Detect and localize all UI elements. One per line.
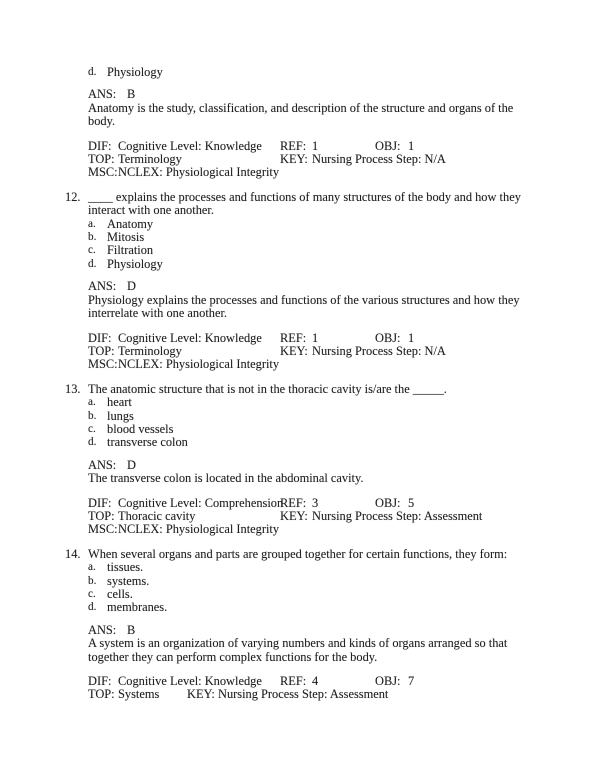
meta-block: [88, 497, 550, 537]
dif-label: DIF:: [88, 138, 112, 153]
key-value: Nursing Process Step: N/A: [312, 343, 446, 358]
answer-line: [88, 624, 550, 637]
option-text: Mitosis: [107, 230, 145, 245]
question-number: 13.: [65, 381, 81, 396]
question-line: [65, 189, 550, 204]
explanation-line: interrelate with one another.: [88, 306, 227, 321]
msc-value: NCLEX: Physiological Integrity: [118, 165, 280, 180]
question-number: 12.: [65, 189, 81, 204]
answer-label: ANS:: [88, 87, 117, 102]
question-block-12: [65, 189, 550, 372]
dif-value: Cognitive Level: Knowledge: [118, 138, 262, 153]
option-letter: b.: [88, 409, 97, 422]
dif-value: Cognitive Level: Comprehension: [118, 495, 284, 510]
explanation-line: together they can perform complex functions for the body.: [88, 649, 378, 664]
key-value: Nursing Process Step: Assessment: [218, 687, 389, 702]
option-row: [88, 231, 550, 244]
ref-value: 4: [312, 674, 319, 689]
meta-row-dif: [88, 497, 550, 510]
msc-label: MSC:: [88, 522, 118, 537]
dif-value: Cognitive Level: Knowledge: [118, 674, 262, 689]
top-label: TOP:: [88, 687, 115, 702]
ref-label: REF:: [280, 674, 307, 689]
meta-row-dif: [88, 140, 550, 153]
option-letter: c.: [88, 588, 96, 600]
msc-label: MSC:: [88, 357, 118, 372]
option-text: Physiology: [107, 256, 163, 271]
explanation: [88, 102, 550, 129]
meta-row-msc: [88, 523, 550, 536]
option-text: transverse colon: [107, 435, 188, 450]
ref-value: 1: [312, 138, 319, 153]
option-row: [88, 423, 550, 436]
answer-value: B: [127, 87, 136, 102]
option-text: lungs: [107, 408, 134, 423]
obj-label: OBJ:: [375, 330, 401, 345]
top-label: TOP:: [88, 152, 115, 167]
explanation: [88, 637, 550, 664]
obj-value: 5: [408, 495, 415, 510]
dif-value: Cognitive Level: Knowledge: [118, 330, 262, 345]
question-text-line: When several organs and parts are grouped together for certain functions, they form:: [88, 546, 508, 561]
answer-label: ANS:: [88, 457, 117, 472]
option-row: [88, 436, 550, 449]
answer-line: [88, 88, 550, 101]
answer-line: [88, 280, 550, 293]
top-value: Thoracic cavity: [118, 508, 196, 523]
explanation: [88, 294, 550, 321]
dif-label: DIF:: [88, 674, 112, 689]
question-block-14: [65, 546, 550, 702]
question-text-line: The anatomic structure that is not in the thoracic cavity is/are the _____.: [88, 381, 447, 396]
answer-value: B: [127, 622, 136, 637]
dif-label: DIF:: [88, 330, 112, 345]
explanation-line: Physiology explains the processes and functions of the various structures and how they: [88, 292, 520, 307]
option-letter: a.: [88, 217, 96, 230]
obj-label: OBJ:: [375, 495, 401, 510]
msc-value: NCLEX: Physiological Integrity: [118, 357, 280, 372]
option-row: [88, 561, 550, 574]
answer-line: [88, 459, 550, 472]
option-row: [88, 601, 550, 614]
question-text-line: interact with one another.: [88, 203, 214, 218]
explanation-line: The transverse colon is located in the abdominal cavity.: [88, 471, 364, 486]
option-letter: a.: [88, 561, 96, 574]
question-line: [65, 381, 550, 396]
option-row: [88, 575, 550, 588]
meta-row-dif: [88, 332, 550, 345]
option-text: membranes.: [107, 600, 168, 615]
option-text: heart: [107, 395, 132, 410]
ref-value: 1: [312, 330, 319, 345]
option-letter: b.: [88, 574, 97, 587]
meta-row-top: [88, 510, 550, 523]
option-text: blood vessels: [107, 421, 174, 436]
option-letter: d.: [88, 436, 97, 449]
meta-row-msc: [88, 358, 550, 371]
meta-block: [88, 332, 550, 372]
top-value: Terminology: [118, 152, 182, 167]
dif-label: DIF:: [88, 495, 112, 510]
option-letter: c.: [88, 244, 96, 257]
explanation-line: body.: [88, 114, 116, 129]
msc-label: MSC:: [88, 165, 118, 180]
obj-label: OBJ:: [375, 138, 401, 153]
top-label: TOP:: [88, 343, 115, 358]
key-label: KEY:: [187, 687, 215, 702]
question-text-line: ____ explains the processes and functions of many structures of the body and how they: [88, 189, 521, 204]
question-block-13: [65, 381, 550, 537]
option-letter: d.: [88, 66, 97, 78]
meta-row-msc: [88, 166, 550, 179]
option-row: [88, 244, 550, 257]
option-letter: b.: [88, 231, 97, 244]
option-row: [88, 218, 550, 231]
option-text: Physiology: [107, 65, 163, 79]
option-letter: a.: [88, 396, 96, 409]
option-letter: d.: [88, 601, 97, 614]
top-value: Terminology: [118, 343, 182, 358]
option-letter: c.: [88, 422, 96, 435]
meta-row-top: [88, 345, 550, 358]
option-text: Filtration: [107, 243, 154, 258]
top-label: TOP:: [88, 508, 115, 523]
key-label: KEY:: [280, 343, 308, 358]
meta-row-top: [88, 688, 550, 701]
answer-label: ANS:: [88, 279, 117, 294]
explanation-line: A system is an organization of varying numbers and kinds of organs arranged so that: [88, 636, 508, 651]
meta-block: [88, 675, 550, 702]
option-text: tissues.: [107, 560, 144, 575]
ref-label: REF:: [280, 330, 307, 345]
option-row: [88, 66, 550, 79]
key-value: Nursing Process Step: Assessment: [312, 508, 483, 523]
key-value: Nursing Process Step: N/A: [312, 152, 446, 167]
option-row: [88, 258, 550, 271]
obj-value: 7: [408, 674, 415, 689]
option-text: systems.: [107, 573, 150, 588]
meta-row-dif: [88, 675, 550, 688]
obj-label: OBJ:: [375, 674, 401, 689]
key-label: KEY:: [280, 152, 308, 167]
top-value: Systems: [118, 687, 160, 702]
obj-value: 1: [408, 138, 415, 153]
msc-value: NCLEX: Physiological Integrity: [118, 522, 280, 537]
meta-row-top: [88, 153, 550, 166]
option-letter: d.: [88, 257, 97, 270]
question-number: 14.: [65, 546, 81, 561]
question-block-11-partial: [88, 66, 550, 180]
option-text: Anatomy: [107, 216, 154, 231]
question-line: [65, 546, 550, 561]
meta-block: [88, 140, 550, 180]
ref-label: REF:: [280, 138, 307, 153]
option-text: cells.: [107, 587, 133, 601]
answer-value: D: [127, 279, 136, 294]
explanation: [88, 472, 550, 485]
ref-value: 3: [312, 495, 319, 510]
option-row: [88, 410, 550, 423]
answer-value: D: [127, 457, 136, 472]
ref-label: REF:: [280, 495, 307, 510]
obj-value: 1: [408, 330, 415, 345]
answer-label: ANS:: [88, 622, 117, 637]
key-label: KEY:: [280, 508, 308, 523]
explanation-line: Anatomy is the study, classification, and description of the structure and organs of the: [88, 100, 514, 115]
option-row: [88, 588, 550, 601]
option-row: [88, 396, 550, 409]
